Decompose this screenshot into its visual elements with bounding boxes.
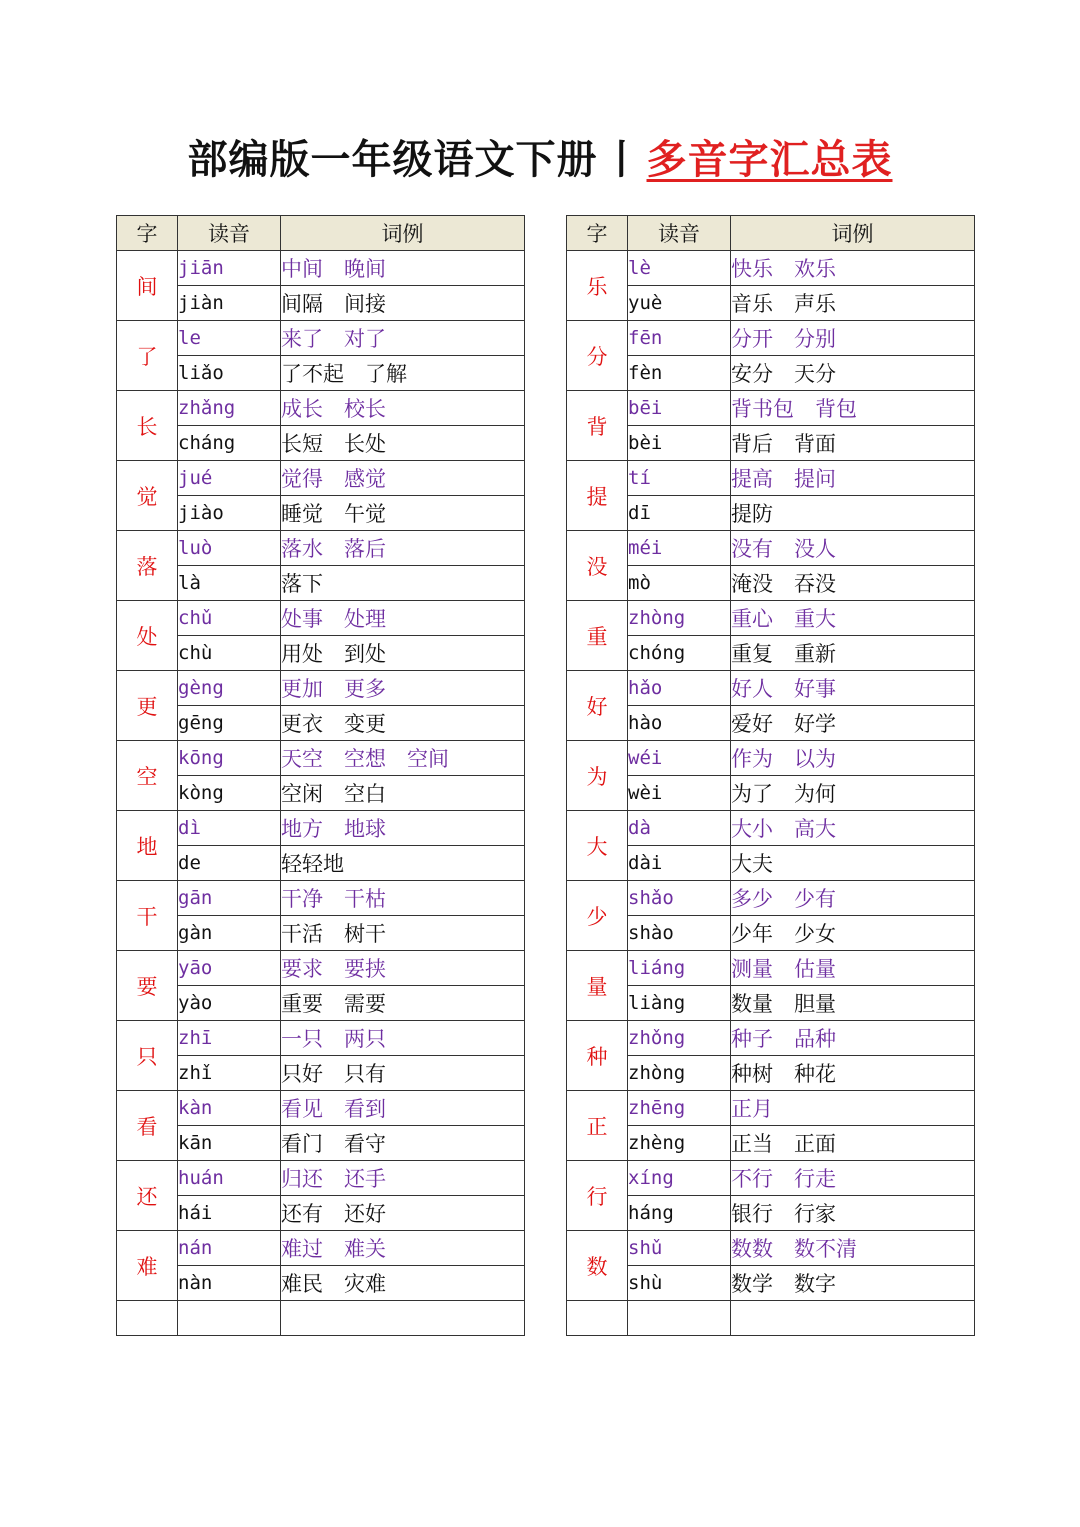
table-row: [567, 986, 975, 1021]
pinyin-cell: zhòng: [628, 601, 731, 636]
example-cell: 来了 对了: [281, 321, 525, 356]
example-cell: 落下: [281, 566, 525, 601]
pinyin-cell: zhī: [178, 1021, 281, 1056]
table-row: [567, 881, 975, 916]
title-highlight: 多音字汇总表: [646, 136, 893, 183]
pinyin-cell: de: [178, 846, 281, 881]
table-row: [117, 426, 525, 461]
table-row: [567, 776, 975, 811]
table-row: [117, 1091, 525, 1126]
pinyin-cell: bèi: [628, 426, 731, 461]
table-row: [117, 601, 525, 636]
pinyin-cell: mò: [628, 566, 731, 601]
table-row: [567, 1231, 975, 1266]
table-row: [567, 1126, 975, 1161]
pinyin-cell: chù: [178, 636, 281, 671]
pinyin-cell: dà: [628, 811, 731, 846]
example-cell: 难民 灾难: [281, 1266, 525, 1301]
example-cell: 重复 重新: [731, 636, 975, 671]
table-row: [117, 391, 525, 426]
table-row: [567, 286, 975, 321]
polyphone-char: 看: [117, 1091, 178, 1161]
example-cell: 难过 难关: [281, 1231, 525, 1266]
table-row: [117, 846, 525, 881]
header-pinyin: 读音: [178, 216, 281, 251]
polyphone-char: 空: [117, 741, 178, 811]
pinyin-cell: fèn: [628, 356, 731, 391]
polyphone-char: 干: [117, 881, 178, 951]
table-row: [117, 461, 525, 496]
example-cell: 要求 要挟: [281, 951, 525, 986]
polyphone-char: 提: [567, 461, 628, 531]
example-cell: 正月: [731, 1091, 975, 1126]
polyphone-char: 没: [567, 531, 628, 601]
pinyin-cell: chóng: [628, 636, 731, 671]
pinyin-cell: shù: [628, 1266, 731, 1301]
polyphone-char: 落: [117, 531, 178, 601]
pinyin-cell: wéi: [628, 741, 731, 776]
table-row: [567, 496, 975, 531]
example-cell: 安分 天分: [731, 356, 975, 391]
example-cell: 背书包 背包: [731, 391, 975, 426]
example-cell: 淹没 吞没: [731, 566, 975, 601]
pinyin-cell: liǎo: [178, 356, 281, 391]
polyphone-char: 要: [117, 951, 178, 1021]
right-table: [566, 215, 975, 1336]
example-cell: 为了 为何: [731, 776, 975, 811]
polyphone-char: 好: [567, 671, 628, 741]
example-cell: 轻轻地: [281, 846, 525, 881]
table-row: [117, 741, 525, 776]
pinyin-cell: méi: [628, 531, 731, 566]
empty-example-cell: [281, 1301, 525, 1336]
pinyin-cell: lè: [628, 251, 731, 286]
pinyin-cell: kān: [178, 1126, 281, 1161]
title-main: 部编版一年级语文下册: [187, 136, 598, 183]
pinyin-cell: gēng: [178, 706, 281, 741]
table-row: [117, 251, 525, 286]
pinyin-cell: dì: [178, 811, 281, 846]
example-cell: 一只 两只: [281, 1021, 525, 1056]
table-row: [117, 1266, 525, 1301]
example-cell: 用处 到处: [281, 636, 525, 671]
example-cell: 快乐 欢乐: [731, 251, 975, 286]
pinyin-cell: xíng: [628, 1161, 731, 1196]
polyphone-char: 为: [567, 741, 628, 811]
pinyin-cell: zhòng: [628, 1056, 731, 1091]
pinyin-cell: yāo: [178, 951, 281, 986]
example-cell: 大小 高大: [731, 811, 975, 846]
header-examples: 词例: [731, 216, 975, 251]
polyphone-char: 觉: [117, 461, 178, 531]
polyphone-char: 更: [117, 671, 178, 741]
pinyin-cell: gān: [178, 881, 281, 916]
polyphone-char: 只: [117, 1021, 178, 1091]
polyphone-char: 难: [117, 1231, 178, 1301]
pinyin-cell: kòng: [178, 776, 281, 811]
header-pinyin: 读音: [628, 216, 731, 251]
title-separator: 丨: [601, 136, 643, 183]
pinyin-cell: zhǐ: [178, 1056, 281, 1091]
example-cell: 只好 只有: [281, 1056, 525, 1091]
right-table-body: [567, 251, 975, 1336]
table-row: [567, 1091, 975, 1126]
pinyin-cell: wèi: [628, 776, 731, 811]
table-row: [117, 356, 525, 391]
example-cell: 提高 提问: [731, 461, 975, 496]
polyphone-char: 乐: [567, 251, 628, 321]
example-cell: 更加 更多: [281, 671, 525, 706]
polyphone-char: 少: [567, 881, 628, 951]
table-row: [567, 951, 975, 986]
empty-row: [117, 1301, 525, 1336]
polyphone-char: 分: [567, 321, 628, 391]
pinyin-cell: cháng: [178, 426, 281, 461]
example-cell: 重心 重大: [731, 601, 975, 636]
table-row: [567, 356, 975, 391]
table-row: [117, 1056, 525, 1091]
pinyin-cell: kàn: [178, 1091, 281, 1126]
table-row: [567, 321, 975, 356]
example-cell: 地方 地球: [281, 811, 525, 846]
pinyin-cell: tí: [628, 461, 731, 496]
pinyin-cell: jiàn: [178, 286, 281, 321]
table-row: [117, 1161, 525, 1196]
example-cell: 大夫: [731, 846, 975, 881]
example-cell: 干净 干枯: [281, 881, 525, 916]
example-cell: 背后 背面: [731, 426, 975, 461]
pinyin-cell: shǎo: [628, 881, 731, 916]
example-cell: 分开 分别: [731, 321, 975, 356]
table-row: [567, 741, 975, 776]
example-cell: 更衣 变更: [281, 706, 525, 741]
table-row: [117, 286, 525, 321]
polyphone-char: 重: [567, 601, 628, 671]
example-cell: 落水 落后: [281, 531, 525, 566]
polyphone-char: 大: [567, 811, 628, 881]
example-cell: 测量 估量: [731, 951, 975, 986]
pinyin-cell: zhǒng: [628, 1021, 731, 1056]
table-row: [567, 846, 975, 881]
table-row: [567, 636, 975, 671]
table-row: [567, 916, 975, 951]
example-cell: 间隔 间接: [281, 286, 525, 321]
table-row: [567, 706, 975, 741]
example-cell: 正当 正面: [731, 1126, 975, 1161]
example-cell: 不行 行走: [731, 1161, 975, 1196]
header-char: 字: [117, 216, 178, 251]
pinyin-cell: zhèng: [628, 1126, 731, 1161]
table-row: [117, 776, 525, 811]
pinyin-cell: hào: [628, 706, 731, 741]
table-row: [567, 461, 975, 496]
empty-row: [567, 1301, 975, 1336]
pinyin-cell: jué: [178, 461, 281, 496]
pinyin-cell: dī: [628, 496, 731, 531]
pinyin-cell: kōng: [178, 741, 281, 776]
pinyin-cell: háng: [628, 1196, 731, 1231]
empty-char-cell: [567, 1301, 628, 1336]
table-row: [117, 671, 525, 706]
empty-pinyin-cell: [628, 1301, 731, 1336]
polyphone-char: 行: [567, 1161, 628, 1231]
example-cell: 少年 少女: [731, 916, 975, 951]
table-row: [567, 1161, 975, 1196]
example-cell: 看见 看到: [281, 1091, 525, 1126]
table-row: [117, 916, 525, 951]
empty-char-cell: [117, 1301, 178, 1336]
table-row: [567, 426, 975, 461]
table-row: [117, 1021, 525, 1056]
example-cell: 重要 需要: [281, 986, 525, 1021]
pinyin-cell: yuè: [628, 286, 731, 321]
polyphone-char: 了: [117, 321, 178, 391]
example-cell: 爱好 好学: [731, 706, 975, 741]
example-cell: 了不起 了解: [281, 356, 525, 391]
example-cell: 睡觉 午觉: [281, 496, 525, 531]
example-cell: 种子 品种: [731, 1021, 975, 1056]
pinyin-cell: chǔ: [178, 601, 281, 636]
example-cell: 音乐 声乐: [731, 286, 975, 321]
table-row: [117, 951, 525, 986]
pinyin-cell: nàn: [178, 1266, 281, 1301]
empty-example-cell: [731, 1301, 975, 1336]
example-cell: 银行 行家: [731, 1196, 975, 1231]
pinyin-cell: gàn: [178, 916, 281, 951]
pinyin-cell: huán: [178, 1161, 281, 1196]
example-cell: 多少 少有: [731, 881, 975, 916]
table-row: [117, 881, 525, 916]
table-header-row: [567, 216, 975, 251]
polyphone-char: 长: [117, 391, 178, 461]
empty-pinyin-cell: [178, 1301, 281, 1336]
table-row: [567, 1266, 975, 1301]
polyphone-char: 量: [567, 951, 628, 1021]
polyphone-char: 还: [117, 1161, 178, 1231]
example-cell: 还有 还好: [281, 1196, 525, 1231]
pinyin-cell: le: [178, 321, 281, 356]
table-row: [117, 706, 525, 741]
polyphone-char: 间: [117, 251, 178, 321]
table-row: [117, 1126, 525, 1161]
example-cell: 干活 树干: [281, 916, 525, 951]
left-table: [116, 215, 525, 1336]
example-cell: 看门 看守: [281, 1126, 525, 1161]
pinyin-cell: fēn: [628, 321, 731, 356]
left-table-body: [117, 251, 525, 1336]
table-row: [567, 1196, 975, 1231]
example-cell: 作为 以为: [731, 741, 975, 776]
pinyin-cell: là: [178, 566, 281, 601]
pinyin-cell: liàng: [628, 986, 731, 1021]
table-row: [117, 636, 525, 671]
page-title: [0, 134, 1080, 186]
table-row: [567, 1021, 975, 1056]
table-row: [567, 671, 975, 706]
table-row: [567, 566, 975, 601]
table-row: [567, 601, 975, 636]
pinyin-cell: shào: [628, 916, 731, 951]
example-cell: 处事 处理: [281, 601, 525, 636]
example-cell: 种树 种花: [731, 1056, 975, 1091]
polyphone-char: 处: [117, 601, 178, 671]
example-cell: 没有 没人: [731, 531, 975, 566]
pinyin-cell: zhǎng: [178, 391, 281, 426]
table-row: [567, 251, 975, 286]
table-row: [117, 496, 525, 531]
table-row: [117, 321, 525, 356]
polyphone-char: 正: [567, 1091, 628, 1161]
example-cell: 归还 还手: [281, 1161, 525, 1196]
polyphone-char: 种: [567, 1021, 628, 1091]
example-cell: 长短 长处: [281, 426, 525, 461]
pinyin-cell: hǎo: [628, 671, 731, 706]
table-row: [117, 986, 525, 1021]
table-row: [567, 391, 975, 426]
table-row: [117, 1196, 525, 1231]
table-row: [567, 1056, 975, 1091]
table-row: [117, 1231, 525, 1266]
table-row: [567, 811, 975, 846]
pinyin-cell: shǔ: [628, 1231, 731, 1266]
pinyin-cell: jiào: [178, 496, 281, 531]
header-char: 字: [567, 216, 628, 251]
header-examples: 词例: [281, 216, 525, 251]
pinyin-cell: yào: [178, 986, 281, 1021]
example-cell: 中间 晚间: [281, 251, 525, 286]
example-cell: 成长 校长: [281, 391, 525, 426]
example-cell: 好人 好事: [731, 671, 975, 706]
pinyin-cell: zhēng: [628, 1091, 731, 1126]
example-cell: 数数 数不清: [731, 1231, 975, 1266]
table-row: [117, 531, 525, 566]
example-cell: 天空 空想 空间: [281, 741, 525, 776]
pinyin-cell: gèng: [178, 671, 281, 706]
table-header-row: [117, 216, 525, 251]
polyphone-char: 数: [567, 1231, 628, 1301]
polyphone-char: 背: [567, 391, 628, 461]
pinyin-cell: jiān: [178, 251, 281, 286]
example-cell: 数量 胆量: [731, 986, 975, 1021]
table-row: [567, 531, 975, 566]
example-cell: 空闲 空白: [281, 776, 525, 811]
pinyin-cell: dài: [628, 846, 731, 881]
pinyin-cell: nán: [178, 1231, 281, 1266]
pinyin-cell: bēi: [628, 391, 731, 426]
table-row: [117, 566, 525, 601]
pinyin-cell: hái: [178, 1196, 281, 1231]
pinyin-cell: luò: [178, 531, 281, 566]
polyphone-char: 地: [117, 811, 178, 881]
example-cell: 提防: [731, 496, 975, 531]
example-cell: 数学 数字: [731, 1266, 975, 1301]
example-cell: 觉得 感觉: [281, 461, 525, 496]
table-row: [117, 811, 525, 846]
pinyin-cell: liáng: [628, 951, 731, 986]
